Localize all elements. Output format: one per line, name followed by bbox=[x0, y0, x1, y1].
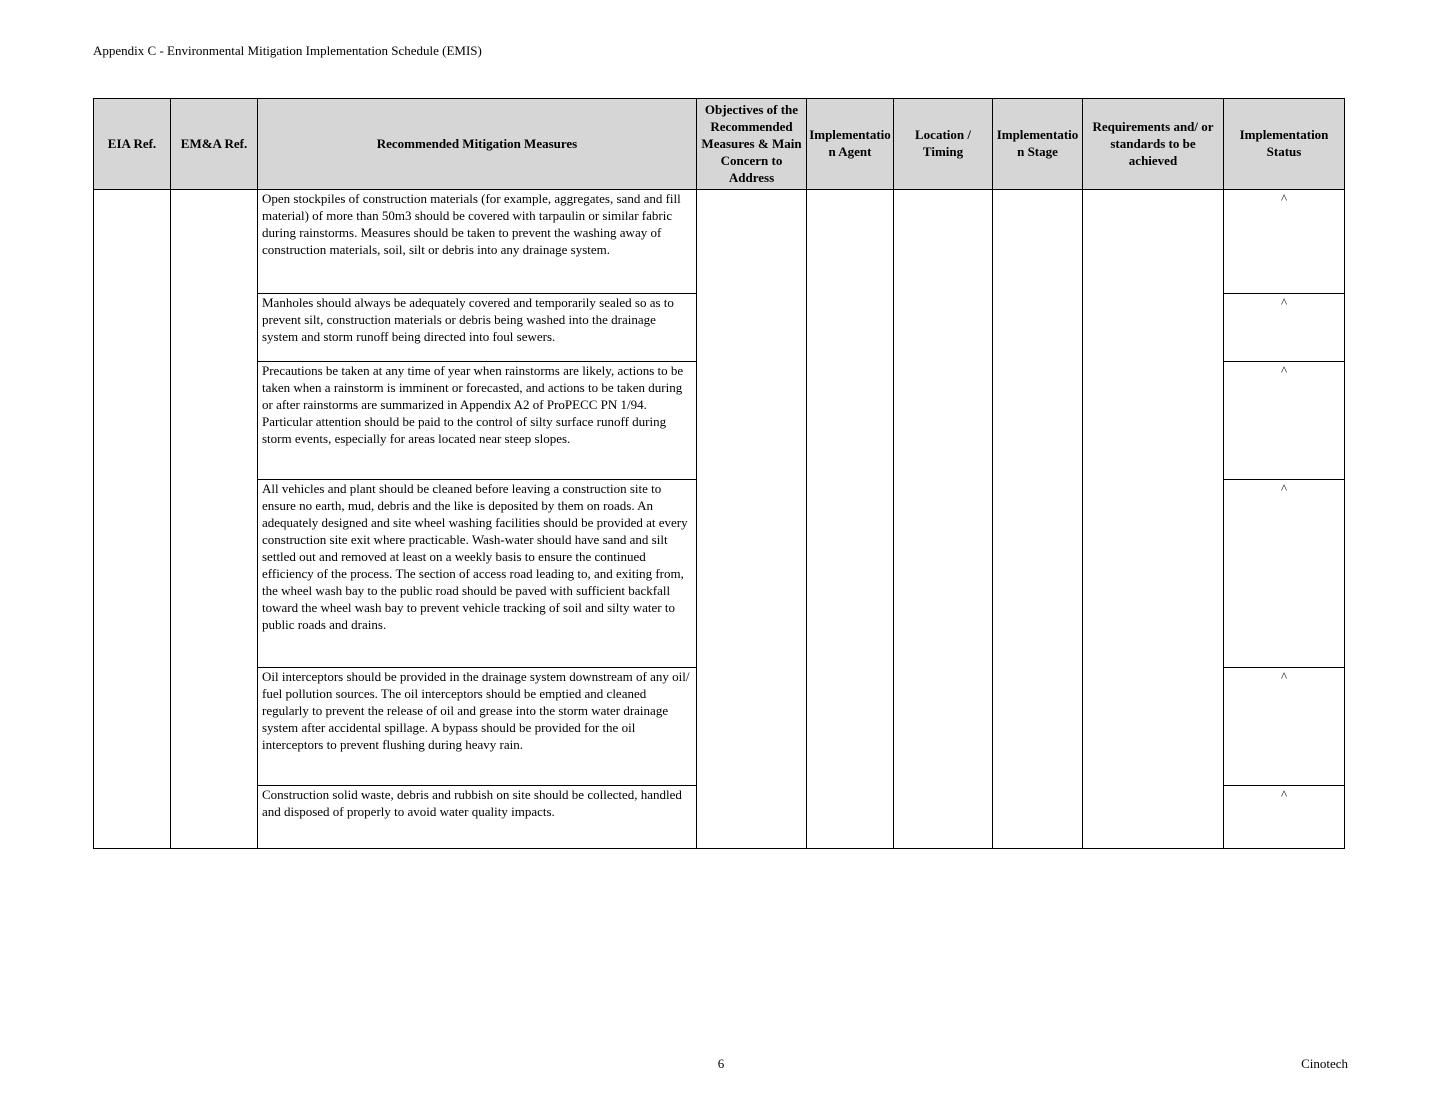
table-row bbox=[94, 190, 1345, 294]
col-header-ema-ref: EM&A Ref. bbox=[171, 99, 258, 190]
col-header-requirements: Requirements and/ or standards to be achieved bbox=[1083, 99, 1224, 190]
agent-cell bbox=[807, 190, 894, 849]
status-cell: ^ bbox=[1224, 668, 1345, 786]
status-cell: ^ bbox=[1224, 190, 1345, 294]
objectives-cell bbox=[697, 190, 807, 849]
measure-cell: Precautions be taken at any time of year when rainstorms are likely, actions to be taken when a rainstorm is imminent or forecasted, and actions to be taken during or after rainstorms are summarized in Appendix A2 of ProPECC PN 1/94. Particular attention should be paid to the control of silty surface runoff during storm events, especially for areas located near steep slopes. bbox=[258, 362, 697, 480]
measure-cell: Manholes should always be adequately covered and temporarily sealed so as to prevent silt, construction materials or debris being washed into the drainage system and storm runoff being directed into foul sewers. bbox=[258, 294, 697, 362]
col-header-objectives: Objectives of the Recommended Measures & Main Concern to Address bbox=[697, 99, 807, 190]
measure-cell: All vehicles and plant should be cleaned before leaving a construction site to ensure no earth, mud, debris and the like is deposited by them on roads. An adequately designed and site wheel washing facilities should be provided at every construction site exit where practicable. Wash-water should have sand and silt settled out and removed at least on a weekly basis to ensure the continued efficiency of the process. The section of access road leading to, and exiting from, the wheel wash bay to the public road should be paved with sufficient backfall toward the wheel wash bay to prevent vehicle tracking of soil and silty water to public roads and drains. bbox=[258, 480, 697, 668]
table-header-row bbox=[94, 99, 1345, 190]
col-header-measures: Recommended Mitigation Measures bbox=[258, 99, 697, 190]
col-header-status: Implementation Status bbox=[1224, 99, 1345, 190]
measure-cell: Open stockpiles of construction materials (for example, aggregates, sand and fill material) of more than 50m3 should be covered with tarpaulin or similar fabric during rainstorms. Measures should be taken to prevent the washing away of construction materials, soil, silt or debris into any drainage system. bbox=[258, 190, 697, 294]
footer-brand: Cinotech bbox=[1301, 1056, 1348, 1071]
measure-cell: Construction solid waste, debris and rubbish on site should be collected, handled and disposed of properly to avoid water quality impacts. bbox=[258, 786, 697, 849]
location-cell bbox=[894, 190, 993, 849]
page-number: 6 bbox=[717, 1056, 725, 1071]
col-header-location: Location / Timing bbox=[894, 99, 993, 190]
col-header-stage: Implementation Stage bbox=[993, 99, 1083, 190]
col-header-eia-ref: EIA Ref. bbox=[94, 99, 171, 190]
status-cell: ^ bbox=[1224, 362, 1345, 480]
ema-ref-cell bbox=[171, 190, 258, 849]
status-cell: ^ bbox=[1224, 480, 1345, 668]
emis-table bbox=[93, 98, 1345, 849]
status-cell: ^ bbox=[1224, 786, 1345, 849]
col-header-agent: Implementation Agent bbox=[807, 99, 894, 190]
eia-ref-cell bbox=[94, 190, 171, 849]
appendix-header: Appendix C - Environmental Mitigation Implementation Schedule (EMIS) bbox=[93, 43, 482, 58]
measure-cell: Oil interceptors should be provided in the drainage system downstream of any oil/ fuel pollution sources. The oil interceptors should be emptied and cleaned regularly to prevent the release of oil and grease into the storm water drainage system after accidental spillage. A bypass should be provided for the oil interceptors to prevent flushing during heavy rain. bbox=[258, 668, 697, 786]
requirements-cell bbox=[1083, 190, 1224, 849]
status-cell: ^ bbox=[1224, 294, 1345, 362]
stage-cell bbox=[993, 190, 1083, 849]
